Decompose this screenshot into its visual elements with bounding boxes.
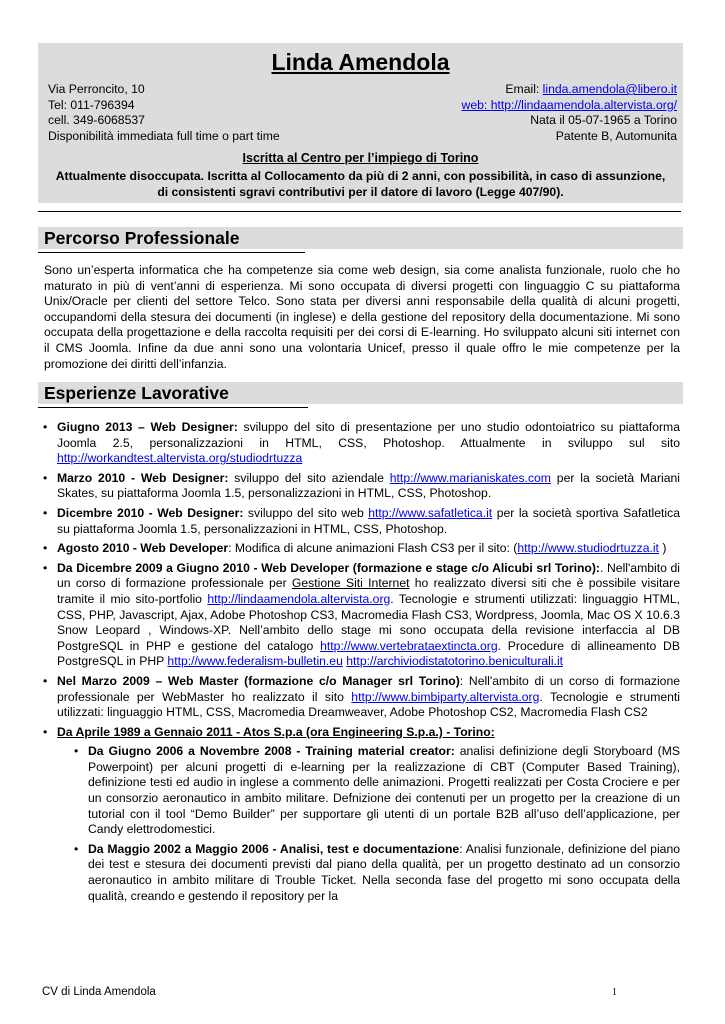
section-underline <box>38 252 305 253</box>
experience-link[interactable]: http://www.federalism-bulletin.eu <box>167 654 343 669</box>
footer-text: CV di Linda Amendola <box>42 986 156 998</box>
experience-item <box>38 674 680 721</box>
experience-text: . Tecnologie e strumenti utilizzati: linguaggio HTML, CSS, PHP, Javascript, Ajax, Adobe Photoshop CS3, Macromedia Flash CS3, Wordpress, Joomla, Mac OS X 10.6.3 Snow Leopard , Windows-XP. Nell’ambito dello stage mi sono occupata della revisione interfaccia al DB PostgreSQL in PHP e gestione del catalogo <box>57 591 680 653</box>
experience-link[interactable]: http://www.studiodrtuzza.it <box>517 541 659 556</box>
experience-item <box>38 725 680 741</box>
experience-title: Da Giugno 2006 a Novembre 2008 - Training material creator: <box>88 744 455 759</box>
experience-underlined: Gestione Siti Internet <box>291 576 410 591</box>
experience-text: . Tecnologie e strumenti utilizzati: linguaggio HTML, CSS, Macromedia Dreamweaver, Adobe Photoshop CS2, Macromedia Flash CS2 <box>57 689 680 720</box>
experience-link[interactable]: http://archiviodistatotorino.beniculturali.it <box>346 654 564 669</box>
experience-text: : Modifica di alcune animazioni Flash CS3 per il sito: ( <box>228 541 518 556</box>
experience-item <box>38 506 680 537</box>
page-number: 1 <box>612 987 617 998</box>
email-line <box>505 82 677 98</box>
experience-item <box>38 420 680 467</box>
experience-link[interactable]: http://www.safatletica.it <box>368 505 493 520</box>
experience-text: . Nell'ambito di un corso di formazione professionale per <box>57 560 680 591</box>
experience-link[interactable]: http://www.marianiskates.com <box>389 470 551 485</box>
experience-title: Agosto 2010 - Web Developer <box>57 541 229 556</box>
header-rule <box>38 211 681 212</box>
web-line <box>462 98 677 114</box>
experience-list <box>38 420 680 908</box>
experience-subitem <box>38 842 680 904</box>
experience-link[interactable]: http://www.vertebrataextincta.org <box>320 638 498 653</box>
experience-item <box>38 541 680 557</box>
email-label: Email: <box>505 82 543 96</box>
mobile: cell. 349-6068537 <box>48 113 145 127</box>
experience-link[interactable]: http://www.bimbiparty.altervista.org <box>351 689 540 704</box>
experience-text: : Nell'ambito di un corso di formazione professionale per WebMaster ho realizzato il sito <box>57 673 681 704</box>
experience-title: Dicembre 2010 - Web Designer: <box>57 505 244 520</box>
unemployment-note: Attualmente disoccupata. Iscritta al Collocamento da più di 2 anni, con possibilità, in caso di assunzione, di consistenti sgravi contributivi per il datore di lavoro (Legge 407/90). <box>55 169 666 199</box>
experience-text: per la società Mariani Skates, su piattaforma Joomla 1.5, personalizzazioni in HTML, CSS, Photoshop. <box>57 470 680 501</box>
experience-text: ) <box>658 541 667 556</box>
experience-title: Da Dicembre 2009 a Giugno 2010 - Web Developer (formazione e stage c/o Alicubi srl Torino): <box>57 560 600 575</box>
experience-title: Da Maggio 2002 a Maggio 2006 - Analisi, test e documentazione <box>88 841 460 856</box>
web-label: web: <box>461 97 491 112</box>
experience-link[interactable]: http://workandtest.altervista.org/studiodrtuzza <box>57 451 303 466</box>
percorso-text: Sono un’esperta informatica che ha competenze sia come web design, sia come analista funzionale, ruolo che ho maturato in più di vent’anni di esperienza. Mi sono occupata di diversi progetti con linguaggio C su piattaforma Unix/Oracle per clienti del settore Telco. Sono stata per diversi anni responsabile della qualità di alcuni progetti, occupandomi della stesura dei documenti (in inglese) e della gestione del repository della documentazione. Mi sono occupata della progettazione e della raccolta requisiti per dei corsi di E-learning. Ho sviluppato alcuni siti internet con il CMS Joomla. Infine da due anni sono una volontaria Unicef, presso il quale offro le mie competenze per la promozione dei diritti dell’infanzia. <box>44 263 680 371</box>
section-title-esperienze: Esperienze Lavorative <box>44 383 229 403</box>
experience-item <box>38 561 680 670</box>
experience-title: Nel Marzo 2009 – Web Master (formazione c/o Manager srl Torino) <box>57 673 460 688</box>
experience-title: Giugno 2013 – Web Designer: <box>57 420 238 434</box>
experience-text: . Procedure di allineamento DB PostgreSQL in PHP <box>57 638 680 669</box>
header-box <box>38 43 683 203</box>
section-esperienze <box>38 382 683 404</box>
experience-text: sviluppo del sito web <box>243 505 369 520</box>
birth-info: Nata il 05-07-1965 a Torino <box>530 113 677 127</box>
section-underline <box>38 407 308 408</box>
availability: Disponibilità immediata full time o part time <box>48 128 280 143</box>
experience-title: Marzo 2010 - Web Designer: <box>57 470 229 485</box>
experience-text: analisi definizione degli Storyboard (MS Powerpoint) per alcuni progetti di e-learning per la realizzazione di CBT (Computer Based Training), definizione testi ed audio in inglese a commento delle animazioni. Progetti realizzati per Costa Crociere e per un consorzio aeronautico in ambito militare. Defnizione dei contenuti per un progetto per la creazione di un tutorial con il tool “Demo Builder” per supportare gli utenti di un portale B2B all’uso dell’applicazione, per Candy elettrodomestici. <box>88 744 681 837</box>
experience-text: per la società sportiva Safatletica su piattaforma Joomla 1.5, personalizzazioni in HTML, CSS, Photoshop. <box>57 505 680 536</box>
cv-name: Linda Amendola <box>271 49 450 75</box>
address: Via Perroncito, 10 <box>48 82 145 96</box>
experience-text: sviluppo del sito aziendale <box>228 470 390 485</box>
experience-text: ho realizzato diversi siti che è possibile visitare tramite il mio sito-portfolio <box>57 576 680 606</box>
web-link[interactable]: http://lindaamendola.altervista.org/ <box>490 97 677 112</box>
section-percorso <box>38 227 683 249</box>
employment-center: Iscritta al Centro per l’impiego di Torino <box>242 151 479 165</box>
experience-text: sviluppo del sito di presentazione per uno studio odontoiatrico su piattaforma Joomla 2.5, personalizzazioni in HTML, CSS, Photoshop. Attualmente in sviluppo sul sito <box>57 420 680 450</box>
experience-subitem <box>38 744 680 838</box>
section-title-percorso: Percorso Professionale <box>44 228 240 248</box>
license-info: Patente B, Automunita <box>555 128 677 143</box>
experience-item <box>38 471 680 502</box>
experience-title: Da Aprile 1989 a Gennaio 2011 - Atos S.p.a (ora Engineering S.p.a.) - Torino: <box>57 724 495 739</box>
experience-text: : Analisi funzionale, definizione del piano dei test e stesura dei documenti previsti dal piano della qualità, per un progetto destinato ad un consorzio aeronautico in ambito militare di Trouble Ticket. Nella seconda fase del progetto mi sono occupata della qualità, creando e gestendo il repository per la <box>88 841 680 903</box>
phone: Tel: 011-796394 <box>48 97 135 112</box>
portfolio-link[interactable]: http://lindaamendola.altervista.org <box>207 591 391 606</box>
email-link[interactable]: linda.amendola@libero.it <box>542 82 677 96</box>
